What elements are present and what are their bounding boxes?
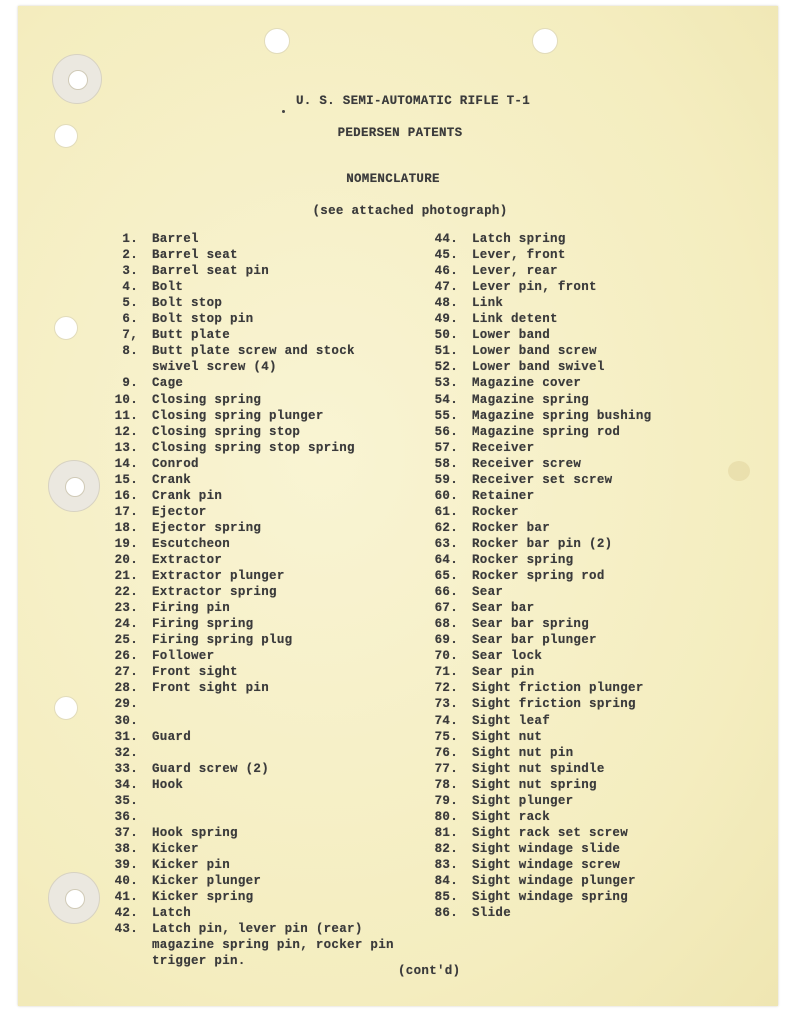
item-label: Sight windage slide	[472, 841, 621, 856]
item-number: 17.	[114, 504, 138, 519]
item-label: Firing spring	[152, 617, 254, 632]
item-number: 24.	[114, 617, 138, 632]
item-label: Latch	[152, 906, 192, 921]
item-number: 40.	[114, 874, 138, 888]
item-label: Sight nut pin	[472, 745, 574, 760]
item-label: Extractor plunger	[152, 569, 285, 584]
item-number: 16.	[114, 488, 138, 503]
item-number: 30.	[114, 713, 138, 728]
item-label: Barrel seat	[152, 248, 238, 263]
item-number: 48.	[434, 296, 458, 311]
item-number: 52.	[434, 360, 458, 375]
item-number: 4.	[122, 280, 138, 295]
item-number: 39.	[114, 857, 138, 872]
item-number: 78.	[434, 777, 458, 792]
item-number: 38.	[114, 841, 138, 856]
item-number: 28.	[114, 681, 138, 696]
item-label: Hook spring	[152, 825, 238, 840]
item-number: 26.	[114, 649, 138, 664]
item-label: Closing spring plunger	[152, 408, 324, 423]
item-label: Barrel seat pin	[152, 264, 270, 279]
item-number: 44.	[434, 232, 458, 246]
item-label: Closing spring stop	[152, 424, 301, 439]
item-number: 49.	[434, 312, 458, 327]
item-number: 66.	[434, 585, 458, 600]
item-number: 42.	[114, 906, 138, 921]
section-heading: NOMENCLATURE	[346, 172, 440, 186]
item-label: Kicker pin	[152, 857, 231, 872]
stain	[728, 461, 750, 481]
item-number: 50.	[434, 328, 458, 343]
document-subtitle: PEDERSEN PATENTS	[337, 126, 463, 140]
item-number: 75.	[434, 729, 458, 744]
continued-note: (cont'd)	[398, 964, 461, 978]
item-label: Ejector spring	[152, 520, 262, 535]
punch-hole	[54, 316, 78, 340]
item-number: 35.	[114, 793, 138, 808]
item-label: Retainer	[472, 488, 535, 503]
item-number: 46.	[434, 264, 458, 279]
item-label: Sight rack set screw	[472, 825, 629, 840]
item-label: Lever, rear	[472, 264, 558, 279]
photo-note: (see attached photograph)	[312, 204, 508, 218]
document-title: U. S. SEMI-AUTOMATIC RIFLE T-1	[295, 94, 531, 108]
item-number: 53.	[434, 376, 458, 391]
item-label: Magazine spring rod	[472, 424, 621, 439]
item-label: Bolt stop pin	[152, 312, 254, 327]
item-label: Front sight pin	[152, 681, 270, 696]
binder-hole-bottom	[48, 872, 100, 924]
item-label: Crank pin	[152, 488, 223, 503]
item-number: 65.	[434, 569, 458, 584]
item-number: 82.	[434, 841, 458, 856]
item-label: Guard screw (2)	[152, 761, 270, 776]
item-label: Sight windage plunger	[472, 874, 636, 888]
item-label: Sight nut	[472, 729, 543, 744]
item-label: trigger pin.	[152, 954, 246, 969]
item-label: Sear bar spring	[472, 617, 590, 632]
item-number: 33.	[114, 761, 138, 776]
item-number: 60.	[434, 488, 458, 503]
item-number: 84.	[434, 874, 458, 888]
binder-hole-middle	[48, 460, 100, 512]
item-number: 41.	[114, 890, 138, 905]
item-number: 79.	[434, 793, 458, 808]
item-label: Follower	[152, 649, 215, 664]
item-number: 2.	[122, 248, 138, 263]
item-number: 43.	[114, 922, 138, 937]
item-label: magazine spring pin, rocker pin	[152, 938, 394, 953]
item-label: Lever pin, front	[472, 280, 597, 295]
item-label: Sight friction plunger	[472, 681, 644, 696]
item-number: 81.	[434, 825, 458, 840]
punch-hole-top-center	[264, 28, 290, 54]
item-label: Butt plate screw and stock	[152, 344, 355, 359]
item-label: Sight nut spring	[472, 777, 597, 792]
item-number: 77.	[434, 761, 458, 776]
item-number: 61.	[434, 504, 458, 519]
item-number: 9.	[122, 376, 138, 391]
item-label: Cage	[152, 376, 184, 391]
item-number: 27.	[114, 665, 138, 680]
item-number: 5.	[122, 296, 138, 311]
item-label: Closing spring stop spring	[152, 440, 355, 455]
item-label: Link	[472, 296, 504, 311]
item-number: 1.	[122, 232, 138, 246]
item-number: 18.	[114, 520, 138, 535]
item-number: 19.	[114, 536, 138, 551]
item-label: Guard	[152, 729, 192, 744]
item-label: Crank	[152, 472, 192, 487]
item-label: Slide	[472, 906, 512, 921]
item-number: 56.	[434, 424, 458, 439]
item-label: Lower band screw	[472, 344, 597, 359]
item-number: 14.	[114, 456, 138, 471]
item-number: 57.	[434, 440, 458, 455]
item-number: 8.	[122, 344, 138, 359]
item-number: 69.	[434, 633, 458, 648]
item-number: 62.	[434, 520, 458, 535]
item-number: 37.	[114, 825, 138, 840]
item-number: 36.	[114, 809, 138, 824]
item-label: Rocker spring rod	[472, 569, 605, 584]
item-label: Magazine spring bushing	[472, 408, 652, 423]
item-label: Sight windage spring	[472, 890, 629, 905]
item-number: 86.	[434, 906, 458, 921]
item-label: Sight friction spring	[472, 697, 636, 712]
item-number: 80.	[434, 809, 458, 824]
item-number: 47.	[434, 280, 458, 295]
item-number: 55.	[434, 408, 458, 423]
document-page	[18, 6, 778, 1006]
item-number: 85.	[434, 890, 458, 905]
item-number: 25.	[114, 633, 138, 648]
item-number: 11.	[114, 408, 138, 423]
punch-hole	[54, 696, 78, 720]
item-label: Receiver	[472, 440, 535, 455]
item-number: 13.	[114, 440, 138, 455]
item-number: 83.	[434, 857, 458, 872]
item-label: Sear	[472, 585, 504, 600]
item-number: 6.	[122, 312, 138, 327]
item-number: 76.	[434, 745, 458, 760]
item-number: 54.	[434, 392, 458, 407]
item-number: 73.	[434, 697, 458, 712]
item-number: 21.	[114, 569, 138, 584]
item-label: Conrod	[152, 456, 199, 471]
item-label: Lever, front	[472, 248, 566, 263]
item-label: Kicker spring	[152, 890, 254, 905]
item-label: Front sight	[152, 665, 238, 680]
item-label: Latch spring	[472, 232, 566, 246]
ink-dot	[282, 110, 285, 113]
item-label: Rocker bar	[472, 520, 551, 535]
item-label: Sight windage screw	[472, 857, 621, 872]
item-label: Receiver set screw	[472, 472, 613, 487]
item-label: Bolt stop	[152, 296, 223, 311]
item-label: Sight leaf	[472, 713, 551, 728]
item-number: 32.	[114, 745, 138, 760]
item-number: 20.	[114, 553, 138, 567]
item-label: Sight plunger	[472, 793, 574, 808]
item-number: 58.	[434, 456, 458, 471]
item-number: 70.	[434, 649, 458, 664]
item-number: 12.	[114, 424, 138, 439]
item-label: Sear lock	[472, 649, 543, 664]
item-label: Magazine cover	[472, 376, 582, 391]
item-number: 29.	[114, 697, 138, 712]
item-number: 23.	[114, 601, 138, 616]
item-label: swivel screw (4)	[152, 360, 277, 375]
item-label: Rocker	[472, 504, 519, 519]
item-number: 64.	[434, 553, 458, 567]
item-label: Hook	[152, 777, 184, 792]
item-label: Rocker spring	[472, 553, 574, 567]
item-label: Sight rack	[472, 809, 551, 824]
item-label: Firing pin	[152, 601, 231, 616]
item-number: 51.	[434, 344, 458, 359]
item-label: Latch pin, lever pin (rear)	[152, 922, 363, 937]
item-number: 3.	[122, 264, 138, 279]
item-number: 63.	[434, 536, 458, 551]
item-number: 7,	[122, 328, 138, 343]
item-label: Butt plate	[152, 328, 231, 343]
item-label: Kicker	[152, 841, 199, 856]
item-number: 74.	[434, 713, 458, 728]
item-label: Link detent	[472, 312, 558, 327]
item-number: 72.	[434, 681, 458, 696]
item-number: 10.	[114, 392, 138, 407]
item-number: 34.	[114, 777, 138, 792]
item-label: Sear pin	[472, 665, 535, 680]
item-number: 71.	[434, 665, 458, 680]
item-label: Sight nut spindle	[472, 761, 605, 776]
item-label: Magazine spring	[472, 392, 590, 407]
item-label: Closing spring	[152, 392, 262, 407]
item-label: Barrel	[152, 232, 199, 246]
item-number: 15.	[114, 472, 138, 487]
item-label: Sear bar	[472, 601, 535, 616]
item-label: Firing spring plug	[152, 633, 293, 648]
item-label: Kicker plunger	[152, 874, 262, 888]
item-label: Receiver screw	[472, 456, 582, 471]
item-label: Lower band swivel	[472, 360, 605, 375]
item-label: Lower band	[472, 328, 551, 343]
item-number: 68.	[434, 617, 458, 632]
item-label: Ejector	[152, 504, 207, 519]
item-number: 22.	[114, 585, 138, 600]
item-label: Extractor	[152, 553, 223, 567]
punch-hole-top-right	[532, 28, 558, 54]
item-number: 67.	[434, 601, 458, 616]
item-number: 45.	[434, 248, 458, 263]
item-label: Rocker bar pin (2)	[472, 536, 613, 551]
item-label: Escutcheon	[152, 536, 231, 551]
item-label: Extractor spring	[152, 585, 277, 600]
item-number: 59.	[434, 472, 458, 487]
item-number: 31.	[114, 729, 138, 744]
item-label: Sear bar plunger	[472, 633, 597, 648]
item-label: Bolt	[152, 280, 184, 295]
